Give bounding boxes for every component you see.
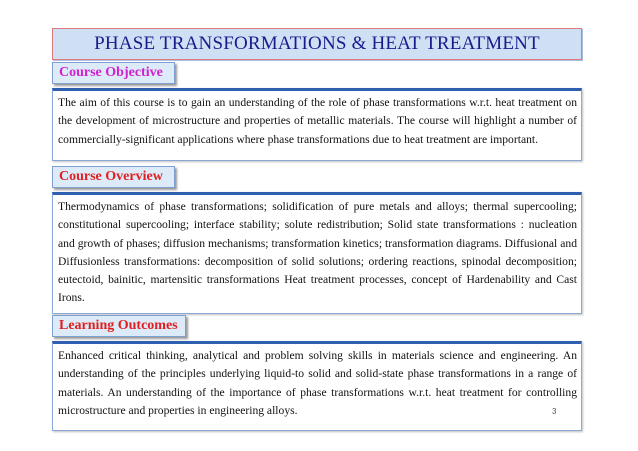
course-objective-heading: Course Objective (52, 62, 175, 84)
page-number: 3 (552, 407, 557, 416)
learning-outcomes-text: Enhanced critical thinking, analytical and problem solving skills in materials science and engineering. An understanding of the principles underlying liquid-to solid and solid-state phase transformations in a range of materials. An understanding of the importance of phase transformations w.r.t. heat treatment for controlling microstructure and properties in engineering alloys. (52, 341, 582, 431)
course-overview-heading: Course Overview (52, 166, 175, 188)
course-overview-text: Thermodynamics of phase transformations; solidification of pure metals and alloys; thermal supercooling; constitutional supercooling; interface stability; solute redistribution; Solid state transformations : nucleation and growth of phases; diffusion mechanisms; transformation kinetics; transformation diagrams. Diffusional and Diffusionless transformations: decomposition of solid solutions; ordering reactions, spinodal decomposition; eutectoid, bainitic, martensitic transformations Heat treatment processes, concept of Hardenability and Cast Irons. (52, 192, 582, 314)
learning-outcomes-heading: Learning Outcomes (52, 315, 186, 337)
course-objective-text: The aim of this course is to gain an understanding of the role of phase transformations w.r.t. heat treatment on the development of microstructure and properties of metallic materials. The course will highlight a number of commercially-significant applications where phase transformations due to heat treatment are important. (52, 88, 582, 161)
slide-title: PHASE TRANSFORMATIONS & HEAT TREATMENT (52, 28, 582, 60)
